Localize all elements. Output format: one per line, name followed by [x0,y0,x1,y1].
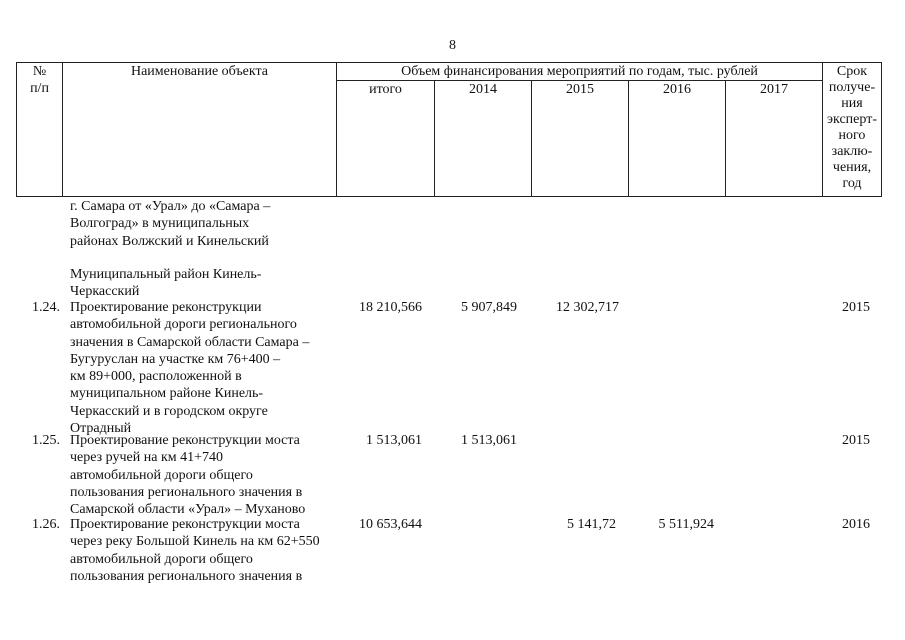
header-col-total: итого [369,82,402,97]
section-heading: Муниципальный район Кинель- Черкасский [70,267,262,300]
header-no-label: № [32,64,47,79]
table-header [16,62,882,197]
header-col-2016: 2016 [663,82,691,97]
row-description: Проектирование реконструкции моста через ручей на км 41+740 автомобильной дороги общего пользования регионального значения в Самарской области «Урал» – Муханово [70,433,306,518]
header-term: Срок получе- ния эксперт- ного заклю- чения, год [827,64,877,191]
header-col-2017: 2017 [760,82,788,97]
header-col-2014: 2014 [469,82,497,97]
row-total: 1 513,061 [366,433,422,448]
row-number: 1.25. [32,433,60,448]
row-term: 2016 [842,517,870,532]
header-col-2015: 2015 [566,82,594,97]
continuation-text: г. Самара от «Урал» до «Самара – Волгоград» в муниципальных районах Волжский и Кинельский [70,199,271,249]
row-term: 2015 [842,300,870,315]
row-2014: 1 513,061 [461,433,517,448]
row-number: 1.26. [32,517,60,532]
row-2015: 5 141,72 [567,517,616,532]
header-name-label: Наименование объекта [130,64,269,79]
row-total: 18 210,566 [359,300,422,315]
row-term: 2015 [842,433,870,448]
row-description: Проектирование реконструкции моста через реку Большой Кинель на км 62+550 автомобильной дороги общего пользования регионального значения в [70,517,320,584]
row-description: Проектирование реконструкции автомобильной дороги регионального значения в Самарской области Самара – Бугуруслан на участке км 76+400 – км 89+000, расположенной в муниципальном районе Кинель- Черкасский и в городском округе Отрадный [70,300,310,437]
header-financing-label: Объем финансирования мероприятий по годам, тыс. рублей [401,64,758,79]
row-2016: 5 511,924 [658,517,714,532]
page-number: 8 [449,38,456,53]
row-2014: 5 907,849 [461,300,517,315]
row-number: 1.24. [32,300,60,315]
row-total: 10 653,644 [359,517,422,532]
row-2015: 12 302,717 [556,300,619,315]
header-no-sub: п/п [30,81,49,96]
